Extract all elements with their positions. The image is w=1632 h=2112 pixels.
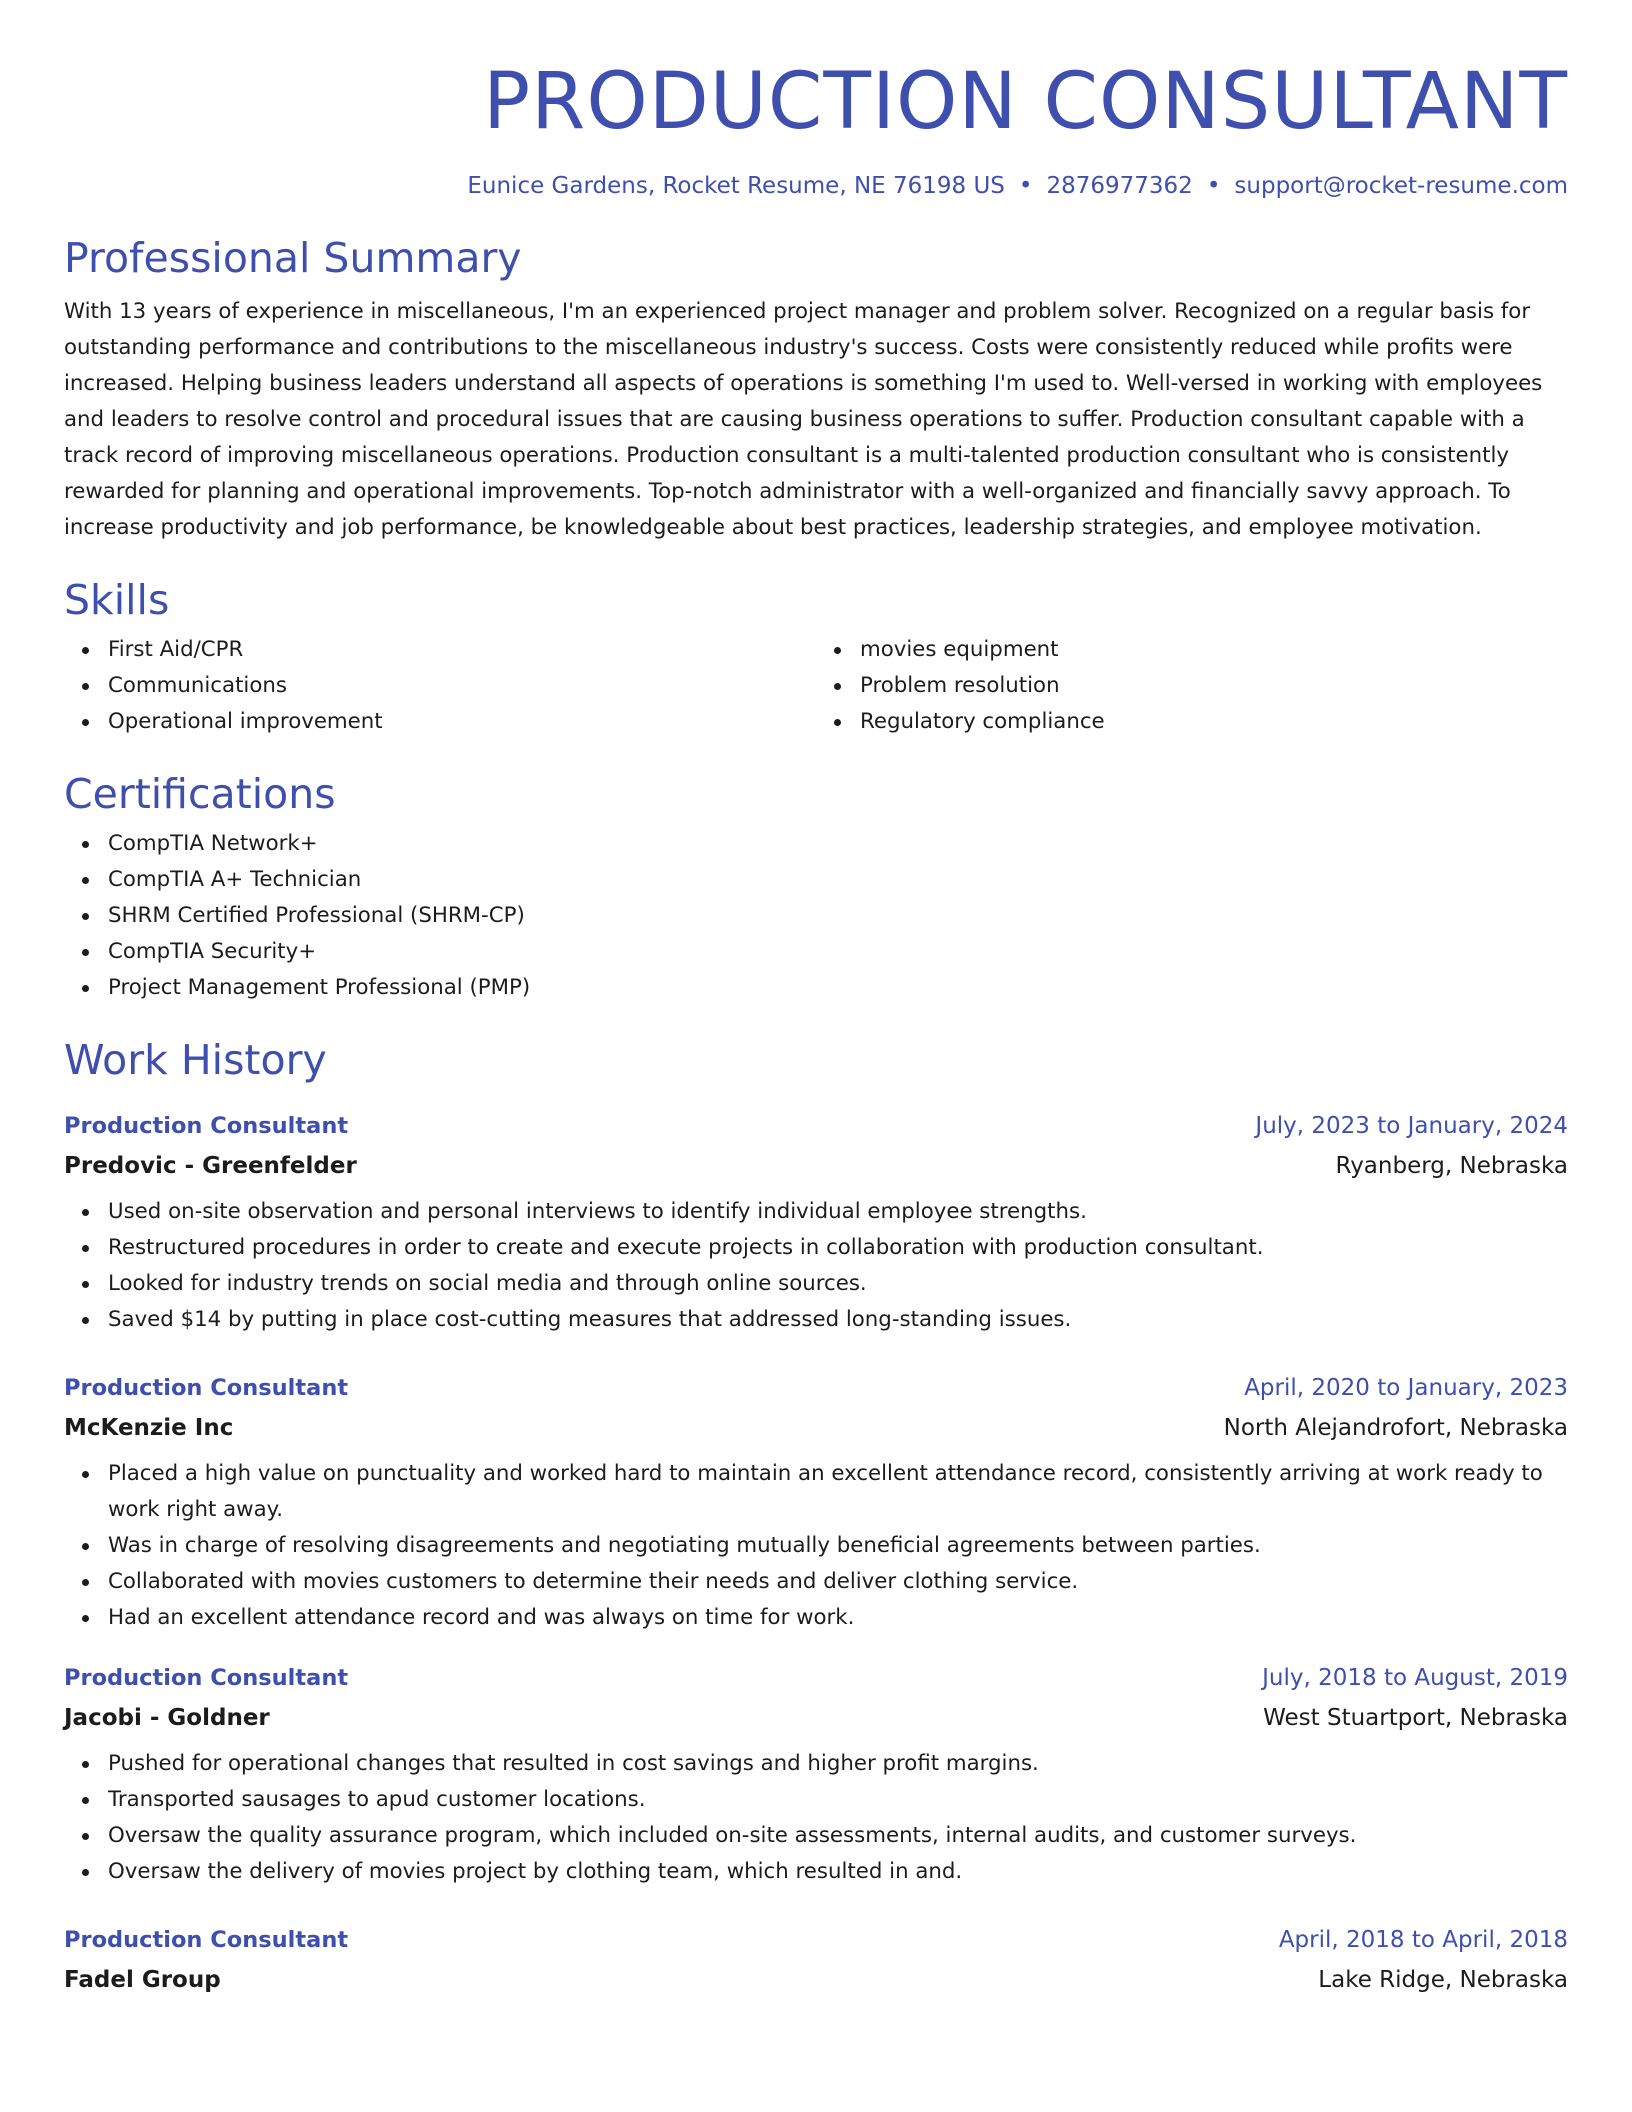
certification-item: CompTIA Network+ [108,826,1568,862]
job-location: Lake Ridge, Nebraska [1318,1967,1568,1993]
contact-separator: • [1206,173,1221,199]
summary-text: With 13 years of experience in miscellaneous, I'm an experienced project manager and problem solver. Recognized on a regular basis for outstanding performance and contributions to the miscellaneous industry's success. Costs were consistently reduced while profits were increased. Helping business leaders understand all aspects of operations is something I'm used to. Well-versed in working with employees and leaders to resolve control and procedural issues that are causing business operations to suffer. Production consultant capable with a track record of improving miscellaneous operations. Production consultant is a multi-talented production consultant who is consistently rewarded for planning and operational improvements. Top-notch administrator with a well-organized and financially savvy approach. To increase productivity and job performance, be knowledgeable about best practices, leadership strategies, and employee motivation. [64,299,1543,540]
job-company: Jacobi - Goldner [64,1705,270,1731]
certification-item: CompTIA Security+ [108,934,1568,970]
certifications-heading: Certifications [64,770,336,818]
job-location: North Alejandrofort, Nebraska [1223,1415,1568,1441]
skills-column-right [816,632,1568,740]
job-company: McKenzie Inc [64,1415,234,1441]
contact-email: support@rocket-resume.com [1234,173,1568,199]
job-bullet: Looked for industry trends on social media and through online sources. [108,1266,1568,1302]
job-title: Production Consultant [64,1665,349,1691]
contact-phone: 2876977362 [1046,173,1193,199]
certifications-list [64,826,1568,1006]
skills-list [64,632,1568,740]
job-location: West Stuartport, Nebraska [1263,1705,1568,1731]
job-dates: July, 2018 to August, 2019 [1262,1665,1568,1691]
job-dates: April, 2018 to April, 2018 [1278,1927,1568,1953]
skill-item: Operational improvement [108,704,816,740]
certification-item: CompTIA A+ Technician [108,862,1568,898]
job-entry [64,1920,1568,2000]
contact-address: Eunice Gardens, Rocket Resume, NE 76198 US [467,173,1005,199]
job-header-row [64,1920,1568,1960]
contact-line [64,170,1568,202]
skill-item: First Aid/CPR [108,632,816,668]
job-title: Production Consultant [64,1927,349,1953]
job-entry [64,1658,1568,1890]
skill-item: Regulatory compliance [860,704,1568,740]
job-company-row [64,1408,1568,1448]
job-bullet: Saved $14 by putting in place cost-cutting measures that addressed long-standing issues. [108,1302,1568,1338]
job-header-row [64,1368,1568,1408]
certification-item: Project Management Professional (PMP) [108,970,1568,1006]
job-bullet: Was in charge of resolving disagreements and negotiating mutually beneficial agreements between parties. [108,1528,1568,1564]
job-company-row [64,1146,1568,1186]
skill-item: Problem resolution [860,668,1568,704]
contact-separator: • [1018,173,1033,199]
job-header-row [64,1106,1568,1146]
job-bullet: Used on-site observation and personal interviews to identify individual employee strengths. [108,1194,1568,1230]
job-bullet: Had an excellent attendance record and was always on time for work. [108,1600,1568,1636]
skill-item: movies equipment [860,632,1568,668]
certification-item: SHRM Certified Professional (SHRM-CP) [108,898,1568,934]
job-dates: April, 2020 to January, 2023 [1244,1375,1568,1401]
work-history-heading: Work History [64,1036,327,1084]
job-bullet: Transported sausages to apud customer locations. [108,1782,1568,1818]
skills-column-left [64,632,816,740]
job-company: Fadel Group [64,1967,221,1993]
job-entry [64,1368,1568,1636]
job-bullets [64,1746,1568,1890]
skill-item: Communications [108,668,816,704]
job-bullets [64,1194,1568,1338]
job-company: Predovic - Greenfelder [64,1153,357,1179]
job-location: Ryanberg, Nebraska [1335,1153,1568,1179]
job-bullet: Pushed for operational changes that resulted in cost savings and higher profit margins. [108,1746,1568,1782]
job-bullets [64,1456,1568,1636]
job-company-row [64,1698,1568,1738]
job-bullet: Oversaw the quality assurance program, which included on-site assessments, internal audits, and customer surveys. [108,1818,1568,1854]
skills-heading: Skills [64,576,170,624]
summary-heading: Professional Summary [64,234,522,282]
resume-name: PRODUCTION CONSULTANT [483,57,1568,147]
job-header-row [64,1658,1568,1698]
job-dates: July, 2023 to January, 2024 [1255,1113,1568,1139]
job-company-row [64,1960,1568,2000]
job-bullet: Restructured procedures in order to create and execute projects in collaboration with production consultant. [108,1230,1568,1266]
job-title: Production Consultant [64,1113,349,1139]
job-bullet: Placed a high value on punctuality and worked hard to maintain an excellent attendance record, consistently arriving at work ready to work right away. [108,1456,1568,1528]
job-entry [64,1106,1568,1338]
job-title: Production Consultant [64,1375,349,1401]
job-bullet: Collaborated with movies customers to determine their needs and deliver clothing service. [108,1564,1568,1600]
job-bullet: Oversaw the delivery of movies project by clothing team, which resulted in and. [108,1854,1568,1890]
